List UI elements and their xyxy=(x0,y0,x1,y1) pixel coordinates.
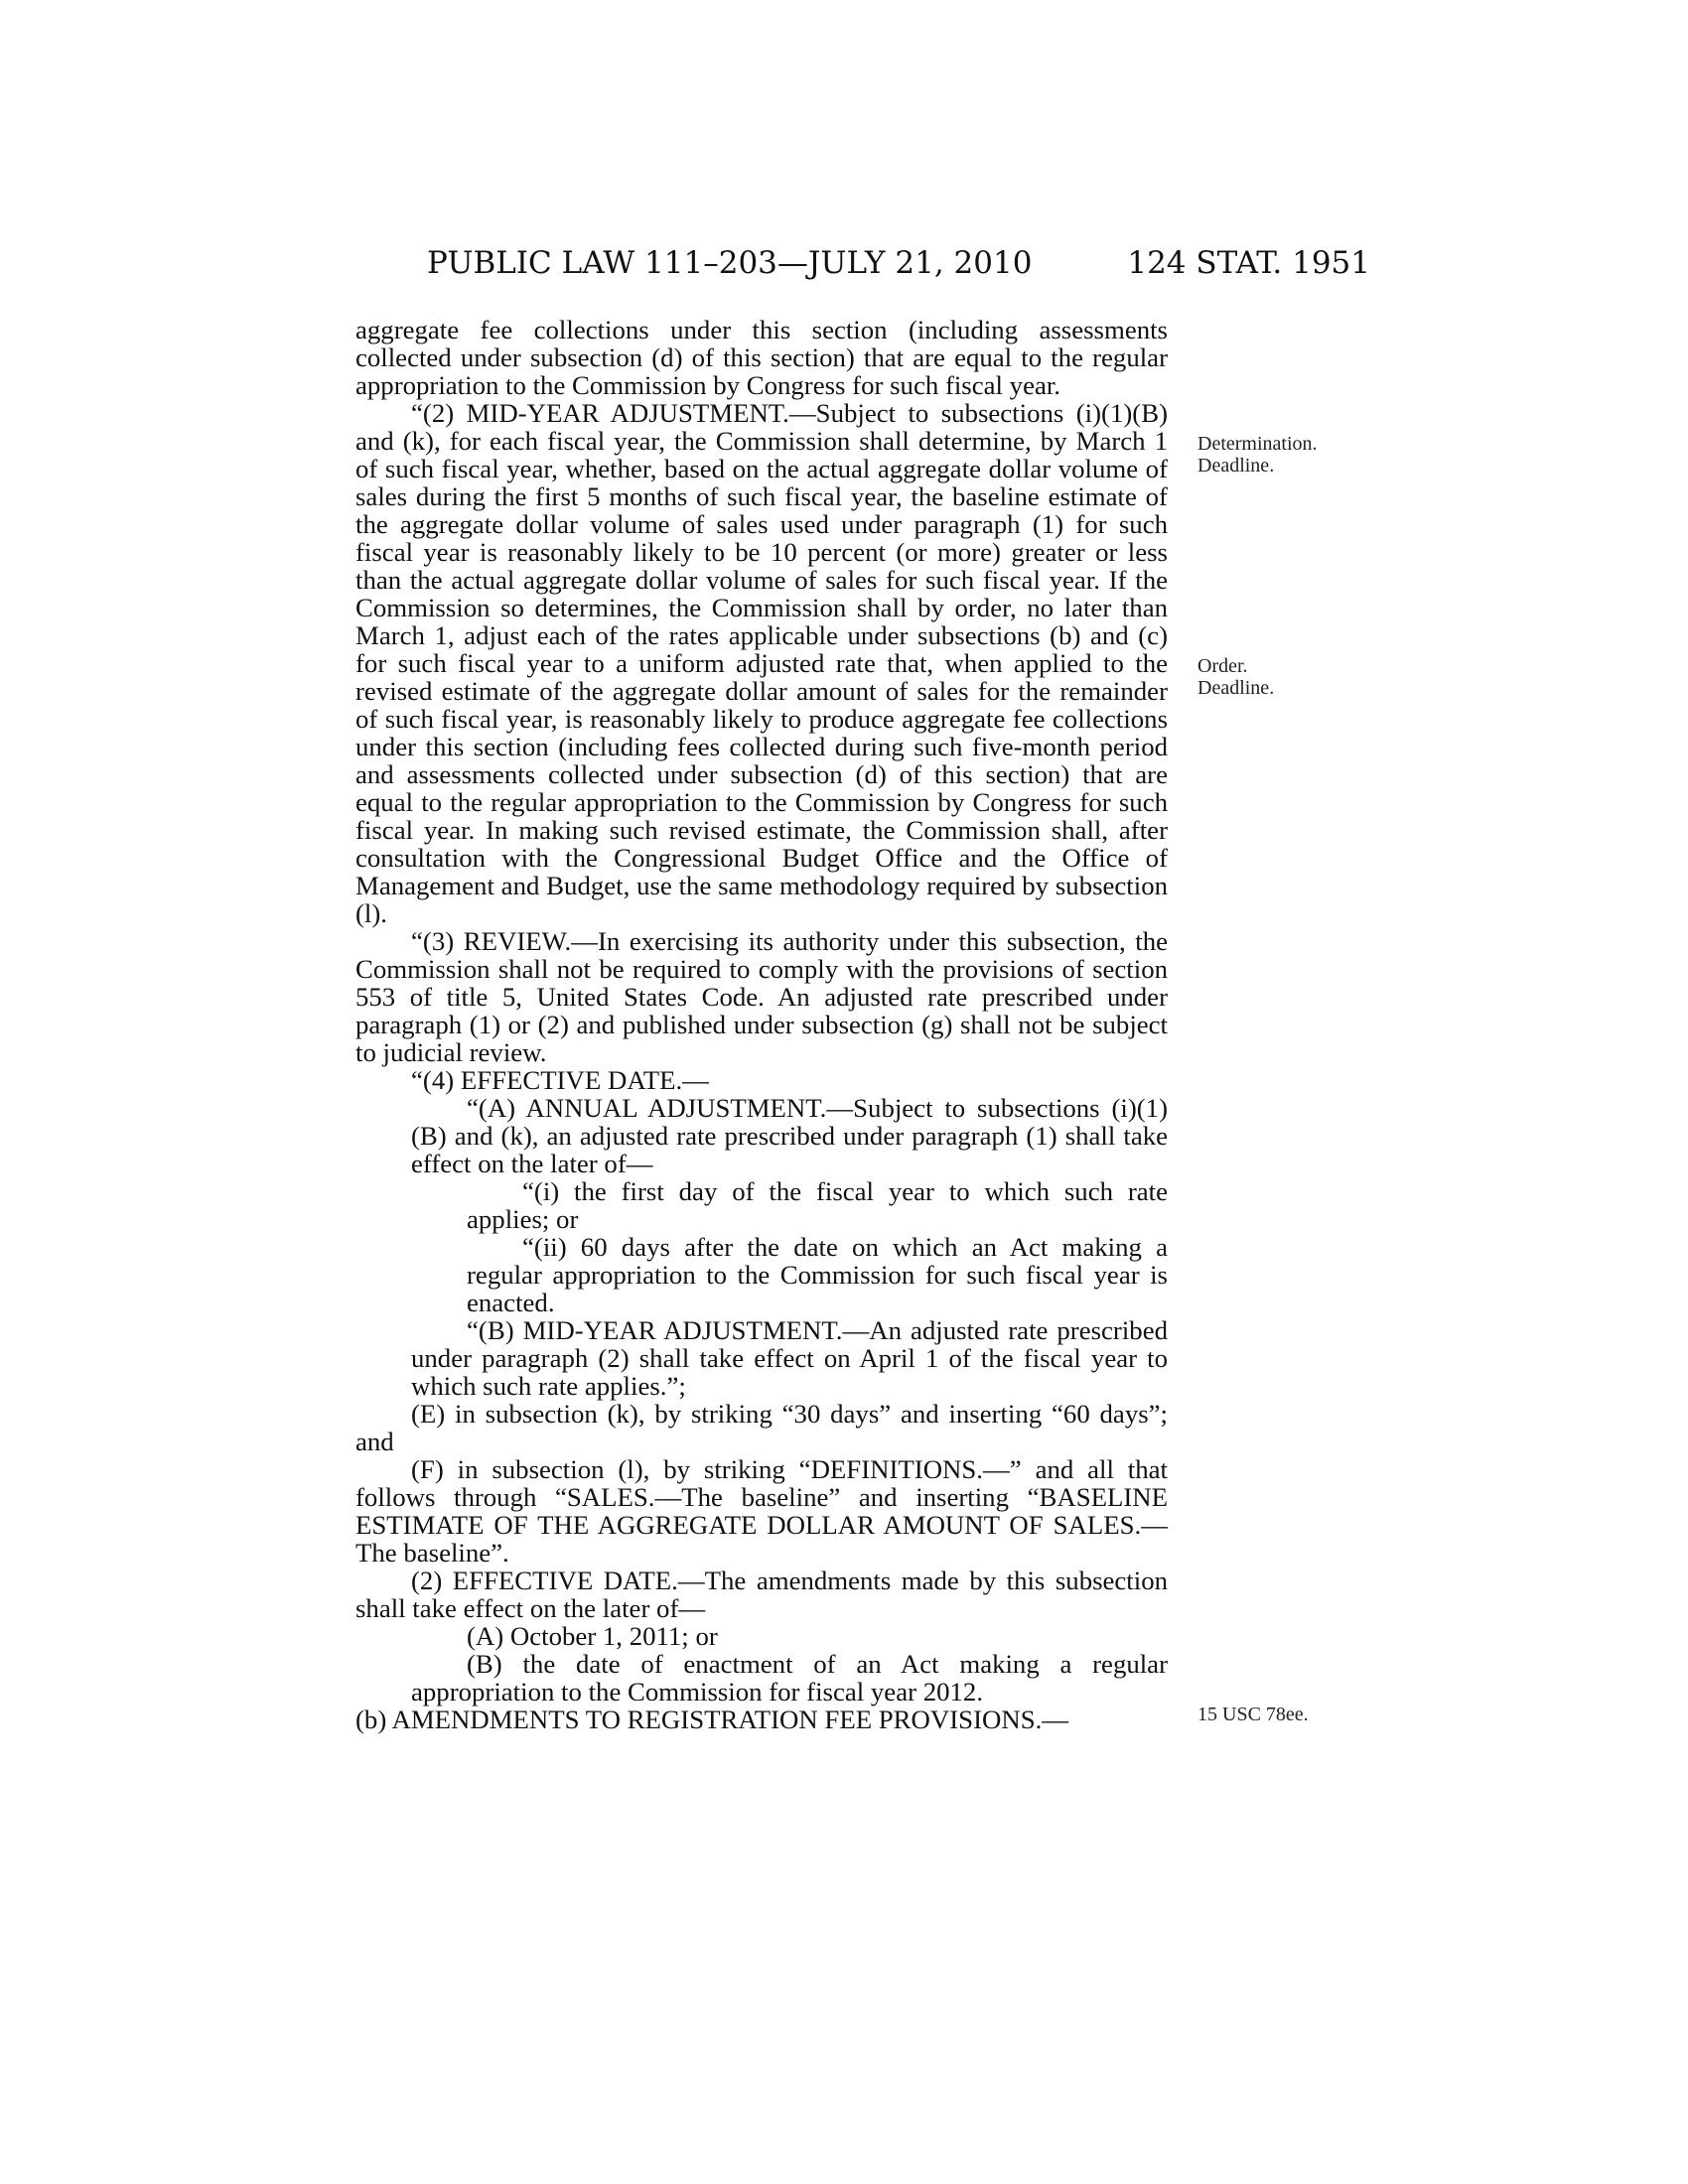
margin-note-line: Determination. xyxy=(1197,433,1318,455)
paragraph-amendment-f: (F) in subsection (l), by striking “DEFINITIONS.—” and all that follows through “SALES.—The baseline” and inserting “BASELINE ESTIMATE OF THE AGGREGATE DOLLAR AMOUNT OF SALES.—The baseline”. xyxy=(355,1454,1168,1568)
running-header xyxy=(427,243,1370,283)
main-text xyxy=(355,316,1168,1733)
paragraph-clause-i: “(i) the first day of the fiscal year to which such rate applies; or xyxy=(467,1176,1168,1234)
margin-note-line: Order. xyxy=(1197,655,1248,677)
paragraph-review: “(3) REVIEW.—In exercising its authority under this subsection, the Commission shall not be required to comply with the provisions of section 553 of title 5, United States Code. An adjusted rate prescribed under paragraph (1) or (2) and published under subsection (g) shall not be subject to judicial review. xyxy=(355,926,1168,1067)
paragraph-mid-year-adjustment: “(2) MID-YEAR ADJUSTMENT.—Subject to subsections (i)(1)(B) and (k), for each fiscal year, the Commission shall determine, by March 1 of such fiscal year, whether, based on the actual aggregate dollar volume of sales during the first 5 months of such fiscal year, the baseline estimate of the aggregate dollar volume of sales used under paragraph (1) for such fiscal year is reasonably likely to be 10 percent (or more) greater or less than the actual aggregate dollar volume of sales for such fiscal year. If the Commission so determines, the Commission shall by order, no later than March 1, adjust each of the rates applicable under subsections (b) and (c) for such fiscal year to a uniform adjusted rate that, when applied to the revised estimate of the aggregate dollar amount of sales for the remainder of such fiscal year, is reasonably likely to produce aggregate fee collections under this section (including fees collected during such five-month period and assessments collected under subsection (d) of this section) that are equal to the regular appropriation to the Commission by Congress for such fiscal year. In making such revised estimate, the Commission shall, after consultation with the Congressional Budget Office and the Office of Management and Budget, use the same methodology required by subsection (l). xyxy=(355,398,1168,928)
margin-note-usc xyxy=(1197,1704,1356,1725)
paragraph: aggregate fee collections under this section (including assessments collected under subsection (d) of this section) that are equal to the regular appropriation to the Commission by Congress for such fiscal year. xyxy=(355,315,1168,400)
header-stat-page: 124 STAT. 1951 xyxy=(1127,245,1370,281)
paragraph-effective-date: (2) EFFECTIVE DATE.—The amendments made by this subsection shall take effect on the later of— xyxy=(355,1566,1168,1623)
paragraph-amendment-e: (E) in subsection (k), by striking “30 days” and inserting “60 days”; and xyxy=(355,1399,1168,1456)
paragraph-mid-year-effective: “(B) MID-YEAR ADJUSTMENT.—An adjusted rate prescribed under paragraph (2) shall take effect on April 1 of the fiscal year to which such rate applies.”; xyxy=(411,1315,1168,1401)
paragraph-clause-ii: “(ii) 60 days after the date on which an Act making a regular appropriation to the Commission for such fiscal year is enacted. xyxy=(467,1232,1168,1317)
paragraph-subsection-b: (b) AMENDMENTS TO REGISTRATION FEE PROVISIONS.— xyxy=(355,1705,1069,1734)
header-law-title: PUBLIC LAW 111–203—JULY 21, 2010 xyxy=(427,245,1033,281)
margin-note-line: 15 USC 78ee. xyxy=(1197,1704,1309,1725)
paragraph-effective-date-heading: “(4) EFFECTIVE DATE.— xyxy=(411,1065,709,1095)
margin-note-line: Deadline. xyxy=(1197,677,1275,699)
margin-note-line: Deadline. xyxy=(1197,455,1275,477)
margin-note-determination xyxy=(1197,433,1356,477)
paragraph-item-b: (B) the date of enactment of an Act making a regular appropriation to the Commission for fiscal year 2012. xyxy=(411,1649,1168,1706)
paragraph-annual-adjustment: “(A) ANNUAL ADJUSTMENT.—Subject to subsections (i)(1)(B) and (k), an adjusted rate prescribed under paragraph (1) shall take effect on the later of— xyxy=(411,1093,1168,1178)
paragraph-item-a: (A) October 1, 2011; or xyxy=(467,1621,718,1651)
margin-note-order xyxy=(1197,655,1356,699)
